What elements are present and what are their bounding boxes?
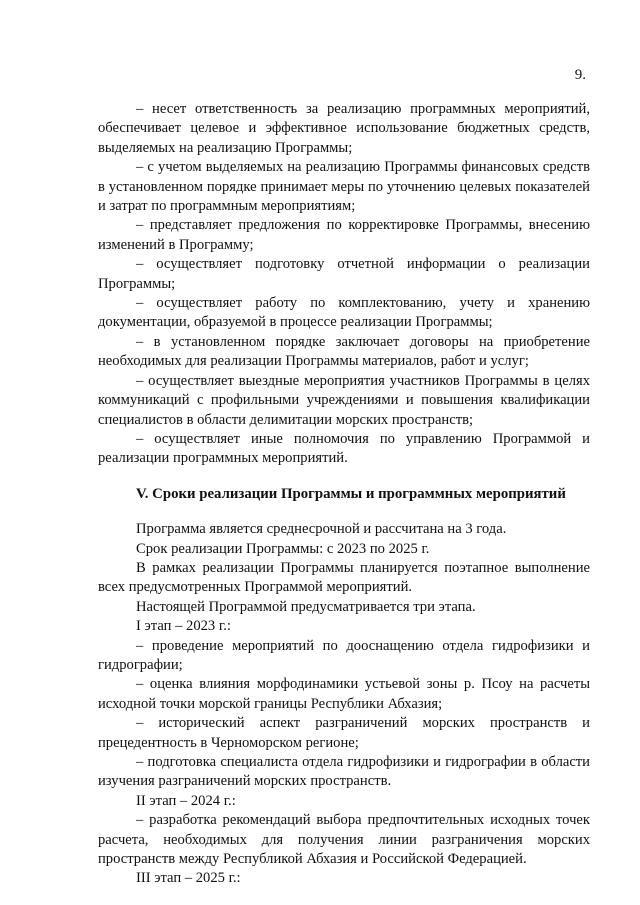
- section-heading: V. Сроки реализации Программы и программных мероприятий: [136, 485, 566, 502]
- stage-1-heading: I этап – 2023 г.:: [136, 618, 231, 635]
- paragraph-responsibility-7: – осуществляет выездные мероприятия участников Программы в целях коммуникаций с профильными учреждениями и повышения квалификации специалистов в области делимитации морских пространств;: [98, 372, 590, 428]
- stage-2-item-1: – разработка рекомендаций выбора предпочтительных исходных точек расчета, необходимых для получения линии разграничения морских пространств между Республикой Абхазия и Российской Федерацией.: [98, 812, 590, 868]
- paragraph-responsibility-6: – в установленном порядке заключает договоры на приобретение необходимых для реализации Программы материалов, работ и услуг;: [98, 333, 590, 370]
- stage-1-item-3: – исторический аспект разграничений морских пространств и прецедентность в Черноморском регионе;: [98, 715, 590, 751]
- paragraph-program-term: Программа является среднесрочной и рассчитана на 3 года.: [136, 521, 507, 538]
- paragraph-responsibility-3: – представляет предложения по корректировке Программы, внесению изменений в Программу;: [98, 217, 590, 253]
- paragraph-responsibility-5: – осуществляет работу по комплектованию, учету и хранению документации, образуемой в процессе реализации Программы;: [98, 295, 590, 331]
- paragraph-implementation-period: Срок реализации Программы: с 2023 по 2025 г.: [136, 540, 430, 557]
- stage-1-item-4: – подготовка специалиста отдела гидрофизики и гидрографии в области изучения разграничений морских пространств.: [98, 754, 590, 790]
- paragraph-three-stages: Настоящей Программой предусматривается три этапа.: [136, 598, 476, 615]
- stage-2-heading: II этап – 2024 г.:: [136, 792, 236, 809]
- paragraph-responsibility-2: – с учетом выделяемых на реализацию Программы финансовых средств в установленном порядке принимает меры по уточнению целевых показателей и затрат по программным мероприятиям;: [98, 159, 590, 215]
- stage-1-item-1: – проведение мероприятий по дооснащению отдела гидрофизики и гидрографии;: [98, 637, 590, 673]
- document-body: [98, 100, 590, 889]
- stage-3-heading: III этап – 2025 г.:: [136, 870, 241, 887]
- page-number: 9.: [574, 67, 586, 83]
- paragraph-responsibility-4: – осуществляет подготовку отчетной информации о реализации Программы;: [98, 256, 590, 292]
- stage-1-item-2: – оценка влияния морфодинамики устьевой зоны р. Псоу на расчеты исходной точки морской границы Республики Абхазия;: [98, 676, 590, 712]
- paragraph-responsibility-8: – осуществляет иные полномочия по управлению Программой и реализации программных мероприятий.: [98, 430, 590, 467]
- paragraph-phased-implementation: В рамках реализации Программы планируется поэтапное выполнение всех предусмотренных Программой мероприятий.: [98, 559, 590, 596]
- paragraph-responsibility-1: – несет ответственность за реализацию программных мероприятий, обеспечивает целевое и эффективное использование бюджетных средств, выделяемых на реализацию Программы;: [98, 101, 590, 156]
